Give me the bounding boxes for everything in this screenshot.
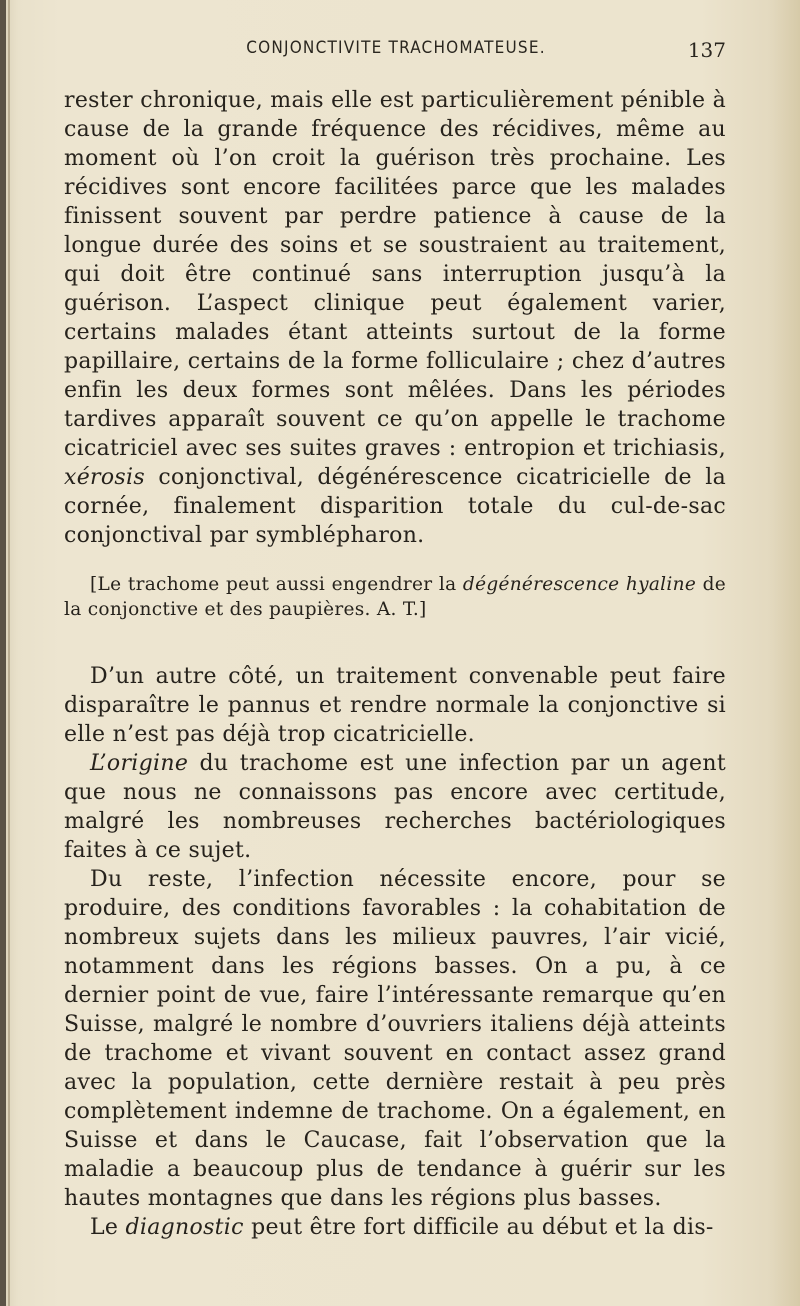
italic-term: dégénérescence hyaline bbox=[462, 574, 697, 595]
page-spine-edge bbox=[0, 0, 6, 1306]
page-number: 137 bbox=[687, 38, 726, 62]
paragraph-text: du trachome est une infection par un agent que nous ne connaissons pas encore avec certitude, malgré les nombreuses recherches bactériologiques faites à ce sujet. bbox=[64, 751, 726, 863]
note-text: [Le trachome peut aussi engendrer la bbox=[90, 574, 457, 595]
italic-term: xérosis bbox=[64, 465, 145, 490]
page-header bbox=[66, 38, 726, 68]
page-body bbox=[64, 86, 726, 1242]
paragraph-continuation bbox=[64, 86, 726, 550]
italic-term: L’origine bbox=[90, 751, 189, 776]
running-head: CONJONCTIVITE TRACHOMATEUSE. bbox=[246, 38, 546, 58]
translator-note bbox=[64, 572, 726, 622]
note-text: de la conjonctive et des paupières. A. T.] bbox=[64, 574, 726, 620]
paragraph bbox=[64, 749, 726, 865]
paragraph-text: peut être fort difficile au début et la dis- bbox=[251, 1215, 714, 1240]
paragraph bbox=[64, 1213, 726, 1242]
gutter-line bbox=[8, 0, 10, 1306]
paragraph: D’un autre côté, un traitement convenable peut faire disparaître le pannus et rendre normale la conjonctive si elle n’est pas déjà trop cicatricielle. bbox=[64, 664, 726, 747]
paragraph-text: Le bbox=[90, 1215, 119, 1240]
italic-term: diagnostic bbox=[125, 1215, 244, 1240]
paragraph-text: rester chronique, mais elle est particulièrement pénible à cause de la grande fréquence des récidives, même au moment où l’on croit la guérison très prochaine. Les récidives sont encore facilitées parce que les malades finissent souvent par perdre patience à cause de la longue durée des soins et se soustraient au traitement, qui doit être continué sans interruption jusqu’à la guérison. L’aspect clinique peut également varier, certains malades étant atteints surtout de la forme papillaire, certains de la forme folliculaire ; chez d’autres enfin les deux formes sont mêlées. Dans les périodes tardives apparaît souvent ce qu’on appelle le trachome cicatriciel avec ses suites graves : entropion et trichiasis, bbox=[64, 88, 727, 461]
paragraph-text: conjonctival, dégénérescence cicatricielle de la cornée, finalement disparition totale du cul-de-sac conjonctival par symblépharon. bbox=[64, 465, 726, 548]
paragraph: Du reste, l’infection nécessite encore, pour se produire, des conditions favorables : la cohabitation de nombreux sujets dans les milieux pauvres, l’air vicié, notamment dans les régions basses. On a pu, à ce dernier point de vue, faire l’intéressante remarque qu’en Suisse, malgré le nombre d’ouvriers italiens déjà atteints de trachome et vivant souvent en contact assez grand avec la population, cette dernière restait à peu près complètement indemne de trachome. On a également, en Suisse et dans le Caucase, fait l’observation que la maladie a beaucoup plus de tendance à guérir sur les hautes montagnes que dans les régions plus basses. bbox=[64, 867, 726, 1211]
